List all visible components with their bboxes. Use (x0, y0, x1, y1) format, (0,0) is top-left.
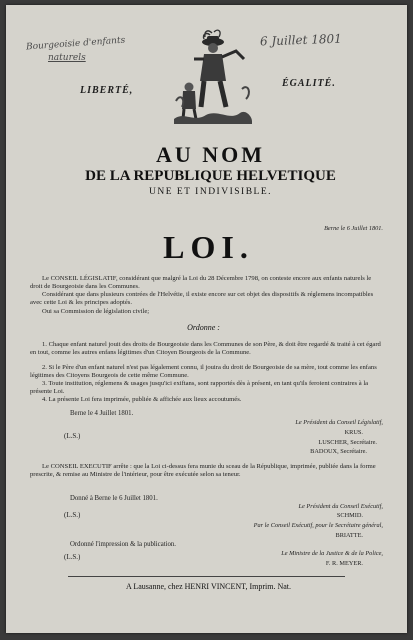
imprint-rule (68, 576, 345, 577)
executive-president-name: SCHMID. (336, 512, 363, 519)
handwritten-note-line2: naturels (48, 53, 86, 63)
legislative-president-role: Le Président du Conseil Législatif, (295, 419, 383, 426)
article-1: 1. Chaque enfant naturel jouit des droits de Bourgeoisie dans les Communes de son Père, & doit être regardé & traité à cet égard en tout, comme les autres enfans légitimes d'un Citoyen Bourgeois de la Commune. (30, 341, 381, 356)
preamble-paragraph-3: Oui sa Commission de législation civile; (42, 308, 150, 315)
executive-president-role: Le Président du Conseil Exécutif, (298, 503, 383, 510)
dateline: Berne le 6 Juillet 1801. (324, 225, 383, 232)
preamble-paragraph-1: Le CONSEIL LÉGISLATIF, considérant que malgré la Loi du 28 Décembre 1798, on conteste encore aux enfants naturels le droit de Bourgeoisie dans les Communes. (30, 275, 372, 290)
seal-mark-3: (L.S.) (64, 553, 81, 561)
law-date: Berne le 4 Juillet 1801. (70, 410, 134, 417)
heading-indivisible: UNE ET INDIVISIBLE. (148, 187, 273, 197)
motto-liberte: LIBERTÉ, (80, 85, 134, 96)
article-3: 3. Toute institution, réglemens & usages jusqu'ici exiftans, sont rapportés dès à présent, en tant qu'ils feroient contraires à la présente Loi. (30, 380, 369, 395)
executive-decree: Le CONSEIL EXECUTIF arrête : que la Loi ci-dessus fera munie du sceau de la République, imprimée, publiée dans la forme prescrite, & remise au Ministre de l'intérieur, pour être exécutée selon sa teneur. (30, 463, 376, 478)
secretary-general-role: Par le Conseil Exécutif, pour le Secrétaire général, (253, 522, 383, 529)
printer-imprint: A Lausanne, chez HENRI VINCENT, Imprim. Nat. (126, 582, 291, 591)
secretary-general-name: BRIATTE. (335, 532, 363, 539)
handwritten-date: 6 Juillet 1801 (259, 31, 343, 49)
motto-egalite: ÉGALITÉ. (282, 78, 336, 89)
heading-au-nom: AU NOM (155, 142, 266, 167)
handwritten-note: Bourgeoisie d'enfants (25, 35, 126, 53)
secretary-luscher: LUSCHER, Secrétaire. (318, 439, 377, 446)
seal-mark-1: (L.S.) (64, 432, 81, 440)
justice-minister-name: F. R. MEYER. (325, 560, 363, 567)
william-tell-emblem (174, 29, 252, 124)
ordonne-label: Ordonne : (187, 323, 220, 332)
title-loi: LOI. (163, 229, 254, 265)
seal-mark-2: (L.S.) (64, 511, 81, 519)
justice-minister-role: Le Ministre de la Justice & de la Police, (281, 550, 383, 557)
publication-order: Ordonné l'impression & la publication. (70, 541, 176, 548)
article-2: 2. Si le Père d'un enfant naturel n'est pas légalement connu, il jouira du droit de Bourgeoisie de sa mère, tout comme les enfans légitimes des Citoyens Bourgeois de cette même Commune. (30, 364, 377, 379)
legislative-president-name: KRUS. (344, 429, 363, 436)
executive-date: Donné à Berne le 6 Juillet 1801. (70, 495, 158, 502)
heading-republique: DE LA REPUBLIQUE HELVETIQUE (85, 168, 336, 184)
secretary-badoux: BADOUX, Secrétaire. (310, 448, 367, 455)
document-sheet (6, 5, 407, 633)
article-4: 4. La présente Loi fera imprimée, publiée & affichée aux lieux accoutumés. (42, 396, 242, 403)
preamble-paragraph-2: Considérant que dans plusieurs contrées de l'Helvétie, il existe encore sur cet objet des dispositifs & réglemens incompatibles avec cette Loi & les principes adoptés. (30, 291, 374, 306)
